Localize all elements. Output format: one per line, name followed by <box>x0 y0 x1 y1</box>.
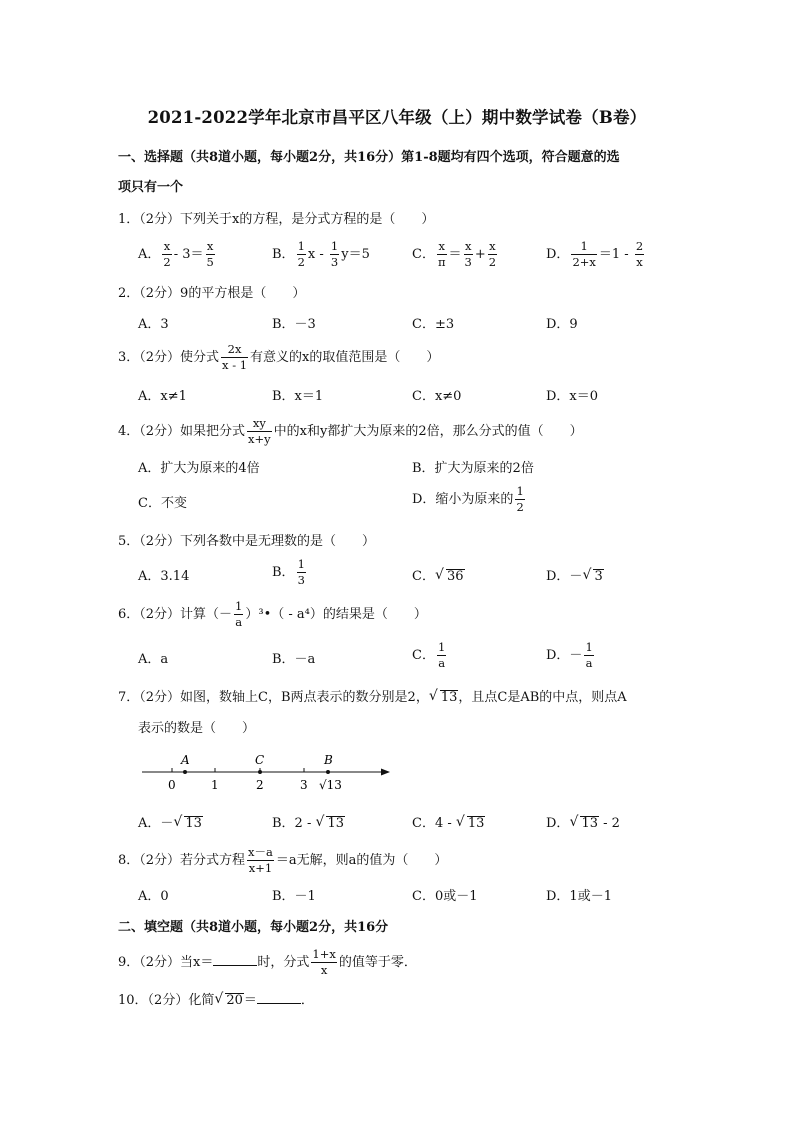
q2-option-a: A．3 <box>138 317 169 332</box>
q7-option-b: B．2 - √ 13 <box>272 812 345 831</box>
question-10: 10．（2分）化简√ 20＝ ． <box>118 989 314 1008</box>
q8-option-d: D．1或－1 <box>546 889 612 904</box>
question-6-stem: 6．（2分）计算（－ $\frac{1}{a}$ ）³•（ - a⁴）的结果是（ ） <box>118 599 427 629</box>
q5-option-d: D．－√ 3 <box>546 565 604 584</box>
section1-heading-line2: 项只有一个 <box>118 180 184 195</box>
q7-option-a: A．－√ 13 <box>138 812 203 831</box>
tick-label-1: 1 <box>211 778 219 792</box>
section1-heading-line1: 一、选择题（共8道小题，每小题2分，共16分）第1-8题均有四个选项，符合题意的选 <box>118 150 620 165</box>
question-4-stem: 4．（2分）如果把分式 $\frac{xy}{x+y}$ 中的x和y都扩大为原来的2倍，那么分式的值（ ） <box>118 416 583 446</box>
q5-option-a: A．3.14 <box>138 569 190 584</box>
q9-answer-blank[interactable] <box>213 953 257 966</box>
q3-option-c: C．x≠0 <box>412 389 462 404</box>
q5-option-c: C．√ 36 <box>412 565 465 584</box>
q8-option-a: A．0 <box>138 889 169 904</box>
q6-option-a: A．a <box>138 652 169 667</box>
question-3-stem: 3．（2分）使分式 $\frac{2x}{x - 1}$ 有意义的x的取值范围是（ ） <box>118 342 440 372</box>
question-9: 9．（2分）当x＝ 时，分式 $\frac{1+x}{x}$ 的值等于零． <box>118 947 417 977</box>
number-line-figure <box>138 748 398 796</box>
q4-option-b: B．扩大为原来的2倍 <box>412 461 534 476</box>
question-7-stem-line2: 表示的数是（ ） <box>138 721 256 736</box>
q2-option-d: D．9 <box>546 317 578 332</box>
tick-label-sqrt13: √13 <box>319 778 342 792</box>
point-b-label: B <box>324 753 333 767</box>
q2-option-b: B．－3 <box>272 317 316 332</box>
q8-option-b: B．－1 <box>272 889 316 904</box>
q6-option-c: C． $\frac{1}{a}$ <box>412 640 446 670</box>
point-a-label: A <box>181 753 190 767</box>
question-7-stem-line1: 7．（2分）如图，数轴上C，B两点表示的数分别是2，√ 13，且点C是AB的中点，则点A <box>118 686 627 705</box>
question-1-stem: 1．（2分）下列关于x的方程，是分式方程的是（ ） <box>118 212 435 227</box>
q6-option-b: B．－a <box>272 652 316 667</box>
page-title: 2021-2022学年北京市昌平区八年级（上）期中数学试卷（B卷） <box>147 108 647 127</box>
q7-option-d: D．√ 13 - 2 <box>546 812 620 831</box>
point-c-label: C <box>255 753 265 767</box>
tick-label-2: 2 <box>256 778 264 792</box>
q3-option-d: D．x＝0 <box>546 389 599 404</box>
q1-option-c: C． $\frac{x}{\pi}$ ＝ $\frac{x}{3}$ + $\frac{x}{2}$ <box>412 239 497 269</box>
q4-option-c: C．不变 <box>138 496 187 511</box>
number-line-arrow-icon <box>381 769 390 776</box>
q5-option-b: B． $\frac{1}{3}$ <box>272 557 305 587</box>
q10-answer-blank[interactable] <box>257 991 301 1004</box>
point-c-dot <box>258 770 262 774</box>
q4-option-d: D．缩小为原来的 $\frac{1}{2}$ <box>412 484 524 514</box>
q2-option-c: C．±3 <box>412 317 455 332</box>
tick-label-3: 3 <box>300 778 308 792</box>
q6-option-d: D．－ $\frac{1}{a}$ <box>546 640 593 670</box>
q3-option-a: A．x≠1 <box>138 389 187 404</box>
q8-option-c: C．0或－1 <box>412 889 478 904</box>
q7-option-c: C．4 - √ 13 <box>412 812 485 831</box>
point-a-dot <box>183 770 187 774</box>
q4-option-a: A．扩大为原来的4倍 <box>138 461 260 476</box>
q1-option-b: B． $\frac{1}{2}$ x - $\frac{1}{3}$ y＝5 <box>272 239 370 269</box>
question-8-stem: 8．（2分）若分式方程 $\frac{x-a}{x+1}$ ＝a无解，则a的值为（ ） <box>118 845 448 875</box>
question-5-stem: 5．（2分）下列各数中是无理数的是（ ） <box>118 534 376 549</box>
q1-option-d: D． $\frac{1}{2+x}$ ＝1 - $\frac{2}{x}$ <box>546 239 644 269</box>
question-2-stem: 2．（2分）9的平方根是（ ） <box>118 286 306 301</box>
point-b-dot <box>326 770 330 774</box>
q3-option-b: B．x＝1 <box>272 389 324 404</box>
q1-option-a: A． $\frac{x}{2}$ - 3＝ $\frac{x}{5}$ <box>138 239 214 269</box>
section2-heading: 二、填空题（共8道小题，每小题2分，共16分 <box>118 920 389 935</box>
tick-label-0: 0 <box>168 778 176 792</box>
